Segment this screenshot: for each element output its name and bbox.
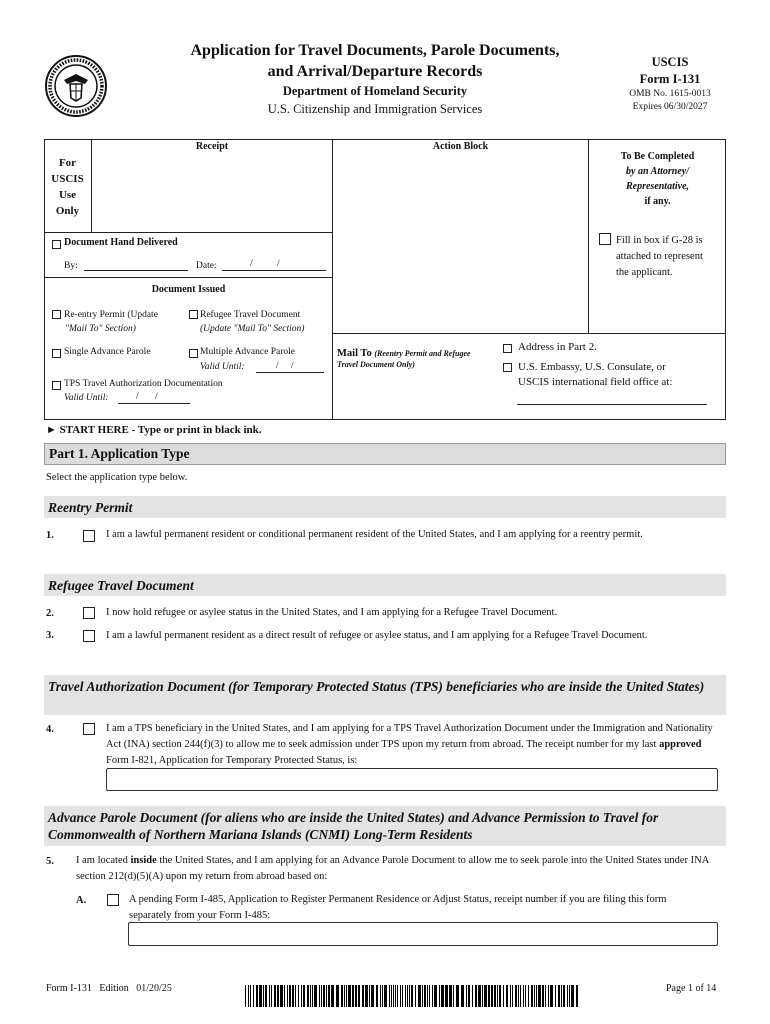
multiple-parole-label: Multiple Advance Parole — [200, 347, 295, 357]
mail-to-label: Mail To (Reentry Permit and Refugee Travel Document Only) — [337, 348, 471, 369]
embassy-address-line[interactable] — [517, 404, 707, 405]
barcode-bar — [380, 985, 381, 1007]
barcode-bar — [434, 985, 437, 1007]
barcode-bar — [362, 985, 364, 1007]
barcode-bar — [503, 985, 504, 1007]
q5a-letter: A. — [76, 895, 87, 906]
barcode-bar — [445, 985, 448, 1007]
barcode-bar — [328, 985, 330, 1007]
q3-text: I am a lawful permanent resident as a direct result of refugee or asylee status, and I am applying for a Refugee Travel Document. — [106, 630, 648, 641]
barcode-bar — [563, 985, 565, 1007]
barcode-bar — [466, 985, 467, 1007]
barcode-bar — [287, 985, 288, 1007]
by-label: By: — [64, 261, 78, 271]
form-title — [140, 40, 610, 82]
q1-text: I am a lawful permanent resident or conditional permanent resident of the United States, and I am applying for a reentry permit. — [106, 529, 643, 540]
barcode-bar — [424, 985, 426, 1007]
hand-delivered-checkbox[interactable] — [52, 240, 61, 249]
barcode-bar — [407, 985, 408, 1007]
barcode-bar — [484, 985, 487, 1007]
barcode-bar — [429, 985, 430, 1007]
tps-valid-until-label: Valid Until: — [64, 393, 109, 403]
barcode-bar — [250, 985, 251, 1007]
embassy-label: U.S. Embassy, U.S. Consulate, or USCIS international field office at: — [518, 361, 673, 388]
barcode-bar — [461, 985, 464, 1007]
barcode-bar — [449, 985, 452, 1007]
barcode-bar — [312, 985, 313, 1007]
barcode-bar — [256, 985, 258, 1007]
q5-number: 5. — [46, 856, 54, 867]
barcode-bar — [307, 985, 309, 1007]
date-slashes: / / — [250, 259, 280, 269]
barcode-bar — [336, 985, 339, 1007]
embassy-checkbox[interactable] — [503, 363, 512, 372]
form-edition: Form I-131 Edition 01/20/25 — [46, 983, 172, 994]
barcode-bar — [548, 985, 549, 1007]
barcode-bar — [415, 985, 416, 1007]
barcode-bar — [319, 985, 320, 1007]
q5-text: I am located inside the United States, and I am applying for an Advance Parole Document to allow me to seek parole into the United States under INA section 212(d)(5)(A) upon my return from abroad based on: — [76, 855, 709, 882]
barcode-bar — [441, 985, 444, 1007]
barcode-bar — [346, 985, 347, 1007]
q3-checkbox[interactable] — [83, 630, 95, 642]
barcode-bar — [341, 985, 343, 1007]
q5a-text: A pending Form I-485, Application to Register Permanent Residence or Adjust Status, receipt number if you are filing this form separately from your Form I-485: — [129, 894, 667, 921]
barcode-bar — [344, 985, 345, 1007]
action-block-label: Action Block — [432, 141, 489, 152]
tps-valid-until-line[interactable] — [118, 403, 190, 404]
barcode-bar — [284, 985, 285, 1007]
barcode-bar — [358, 985, 360, 1007]
barcode-bar — [355, 985, 357, 1007]
barcode-bar — [295, 985, 296, 1007]
page-number: Page 1 of 14 — [666, 983, 717, 994]
barcode-bar — [263, 985, 264, 1007]
refugee-doc-label: Refugee Travel Document (Update "Mail To" Section) — [200, 310, 305, 334]
barcode-bar — [391, 985, 392, 1007]
address-part2-checkbox[interactable] — [503, 344, 512, 353]
barcode-bar — [389, 985, 390, 1007]
q5a-checkbox[interactable] — [107, 894, 119, 906]
q2-checkbox[interactable] — [83, 607, 95, 619]
barcode-bar — [561, 985, 562, 1007]
barcode-bar — [472, 985, 473, 1007]
barcode-bar — [468, 985, 470, 1007]
q4-number: 4. — [46, 724, 54, 735]
g28-checkbox[interactable] — [599, 233, 611, 245]
barcode-bar — [538, 985, 541, 1007]
reentry-permit-checkbox[interactable] — [52, 310, 61, 319]
q3-number: 3. — [46, 630, 54, 641]
address-part2-label: Address in Part 2. — [518, 341, 597, 353]
barcode-bar — [569, 985, 570, 1007]
barcode-bar — [427, 985, 428, 1007]
barcode-bar — [411, 985, 413, 1007]
multiple-parole-checkbox[interactable] — [189, 349, 198, 358]
expiration-date: Expires 06/30/2027 — [632, 102, 708, 112]
barcode-bar — [365, 985, 368, 1007]
barcode-bar — [274, 985, 276, 1007]
receipt-label: Receipt — [195, 141, 229, 152]
g28-label: Fill in box if G-28 is attached to represent the applicant. — [616, 235, 703, 278]
q2-text: I now hold refugee or asylee status in the United States, and I am applying for a Refugee Travel Document. — [106, 607, 558, 618]
form-identifier — [610, 54, 730, 114]
barcode-bar — [352, 985, 354, 1007]
barcode-bar — [534, 985, 535, 1007]
barcode-bar — [292, 985, 294, 1007]
barcode-bar — [520, 985, 521, 1007]
barcode-bar — [542, 985, 544, 1007]
barcode-bar — [405, 985, 406, 1007]
barcode-bar — [402, 985, 403, 1007]
by-line[interactable] — [84, 270, 188, 271]
barcode-bar — [326, 985, 327, 1007]
barcode-bar — [331, 985, 334, 1007]
barcode-bar — [453, 985, 454, 1007]
date-line[interactable] — [222, 270, 326, 271]
barcode-bar — [265, 985, 267, 1007]
tps-doc-checkbox[interactable] — [52, 381, 61, 390]
q4-checkbox[interactable] — [83, 723, 95, 735]
barcode-bar — [384, 985, 387, 1007]
refugee-doc-checkbox[interactable] — [189, 310, 198, 319]
barcode-bar — [369, 985, 370, 1007]
barcode-bar — [245, 985, 246, 1007]
barcode-bar — [491, 985, 493, 1007]
barcode-bar — [432, 985, 433, 1007]
barcode-bar — [422, 985, 423, 1007]
attorney-section-heading: To Be Completed by an Attorney/ Representative, if any. — [620, 151, 695, 207]
barcode-bar — [555, 985, 556, 1007]
q4-text: I am a TPS beneficiary in the United States, and I am applying for a TPS Travel Authorization Document under the Immigration and Nationality Act (INA) section 244(f)(3) to allow me to seek admission under TPS upon my return from abroad. The receipt number for my last approved Form I-821, Application for Temporary Protected Status, is: — [106, 723, 713, 766]
barcode-bar — [298, 985, 299, 1007]
form-number: Form I-131 — [639, 72, 701, 86]
barcode-bar — [567, 985, 568, 1007]
barcode-bar — [371, 985, 374, 1007]
barcode-bar — [303, 985, 305, 1007]
barcode-bar — [253, 985, 254, 1007]
barcode-bar — [576, 985, 578, 1007]
barcode-bar — [558, 985, 560, 1007]
barcode-bar — [536, 985, 537, 1007]
barcode-bar — [482, 985, 483, 1007]
barcode-bar — [510, 985, 511, 1007]
date-label: Date: — [196, 261, 217, 271]
for-uscis-use-only-label: For USCIS Use Only — [44, 139, 92, 233]
divider — [332, 333, 726, 334]
barcode-bar — [323, 985, 325, 1007]
single-parole-label: Single Advance Parole — [64, 347, 151, 357]
agency-name: U.S. Citizenship and Immigration Services — [267, 102, 483, 116]
start-here-instruction: ► START HERE - Type or print in black ink. — [46, 424, 262, 436]
barcode-bar — [314, 985, 317, 1007]
valid-until-line[interactable] — [256, 372, 324, 373]
barcode-bar — [475, 985, 477, 1007]
q2-number: 2. — [46, 608, 54, 619]
refugee-travel-heading: Refugee Travel Document — [44, 574, 726, 596]
barcode-bar — [506, 985, 508, 1007]
barcode-bar — [499, 985, 501, 1007]
barcode-bar — [488, 985, 490, 1007]
barcode-bar — [515, 985, 517, 1007]
valid-until-slashes: / / — [276, 361, 294, 371]
barcode-bar — [395, 985, 396, 1007]
form-agency: USCIS — [651, 55, 689, 69]
single-parole-checkbox[interactable] — [52, 349, 61, 358]
barcode-bar — [571, 985, 574, 1007]
valid-until-label: Valid Until: — [200, 362, 245, 372]
barcode-bar — [531, 985, 533, 1007]
barcode-bar — [528, 985, 529, 1007]
document-issued-label: Document Issued — [151, 284, 226, 295]
tps-heading: Travel Authorization Document (for Temporary Protected Status (TPS) beneficiaries who are inside the United States) — [44, 675, 726, 715]
barcode-bar — [248, 985, 249, 1007]
q1-number: 1. — [46, 530, 54, 541]
divider — [44, 277, 333, 278]
barcode-bar — [439, 985, 440, 1007]
barcode-bar — [382, 985, 383, 1007]
barcode-bar — [478, 985, 481, 1007]
barcode-bar — [393, 985, 394, 1007]
advance-parole-heading: Advance Parole Document (for aliens who are inside the United States) and Advance Permission to Travel for Commonwealth of Northern Mariana Islands (CNMI) Long-Term Residents — [44, 806, 726, 846]
barcode-bar — [397, 985, 398, 1007]
barcode-bar — [271, 985, 272, 1007]
dhs-seal-logo — [44, 54, 108, 118]
barcode — [245, 985, 580, 1007]
tps-valid-until-slashes: / / — [136, 392, 158, 402]
reentry-permit-heading: Reentry Permit — [44, 496, 726, 518]
divider — [44, 232, 333, 233]
barcode-bar — [512, 985, 513, 1007]
hand-delivered-label: Document Hand Delivered — [64, 237, 178, 248]
barcode-bar — [494, 985, 496, 1007]
omb-number: OMB No. 1615-0013 — [629, 89, 711, 99]
barcode-bar — [277, 985, 279, 1007]
barcode-bar — [376, 985, 378, 1007]
divider — [332, 139, 333, 420]
mail-to-note: (Reentry Permit and Refugee Travel Document Only) — [337, 349, 471, 369]
barcode-bar — [523, 985, 524, 1007]
barcode-bar — [348, 985, 351, 1007]
barcode-bar — [259, 985, 262, 1007]
reentry-permit-label: Re-entry Permit (Update "Mail To" Section) — [64, 310, 158, 334]
form-title-line2: and Arrival/Departure Records — [267, 63, 483, 80]
part1-heading: Part 1. Application Type — [44, 443, 726, 465]
barcode-bar — [400, 985, 401, 1007]
barcode-bar — [269, 985, 270, 1007]
barcode-bar — [518, 985, 519, 1007]
barcode-bar — [280, 985, 283, 1007]
barcode-bar — [409, 985, 410, 1007]
i485-receipt-number-input[interactable] — [128, 922, 718, 946]
form-title-line1: Application for Travel Documents, Parole Documents, — [190, 42, 560, 59]
part1-instruction: Select the application type below. — [46, 472, 188, 483]
barcode-bar — [310, 985, 311, 1007]
q1-checkbox[interactable] — [83, 530, 95, 542]
barcode-bar — [525, 985, 526, 1007]
barcode-bar — [289, 985, 291, 1007]
department-name: Department of Homeland Security — [282, 84, 468, 98]
barcode-bar — [550, 985, 553, 1007]
barcode-bar — [456, 985, 459, 1007]
barcode-bar — [497, 985, 498, 1007]
barcode-bar — [321, 985, 322, 1007]
i821-receipt-number-input[interactable] — [106, 768, 718, 791]
barcode-bar — [545, 985, 546, 1007]
barcode-bar — [301, 985, 302, 1007]
barcode-bar — [418, 985, 421, 1007]
tps-doc-label: TPS Travel Authorization Documentation — [64, 379, 223, 389]
